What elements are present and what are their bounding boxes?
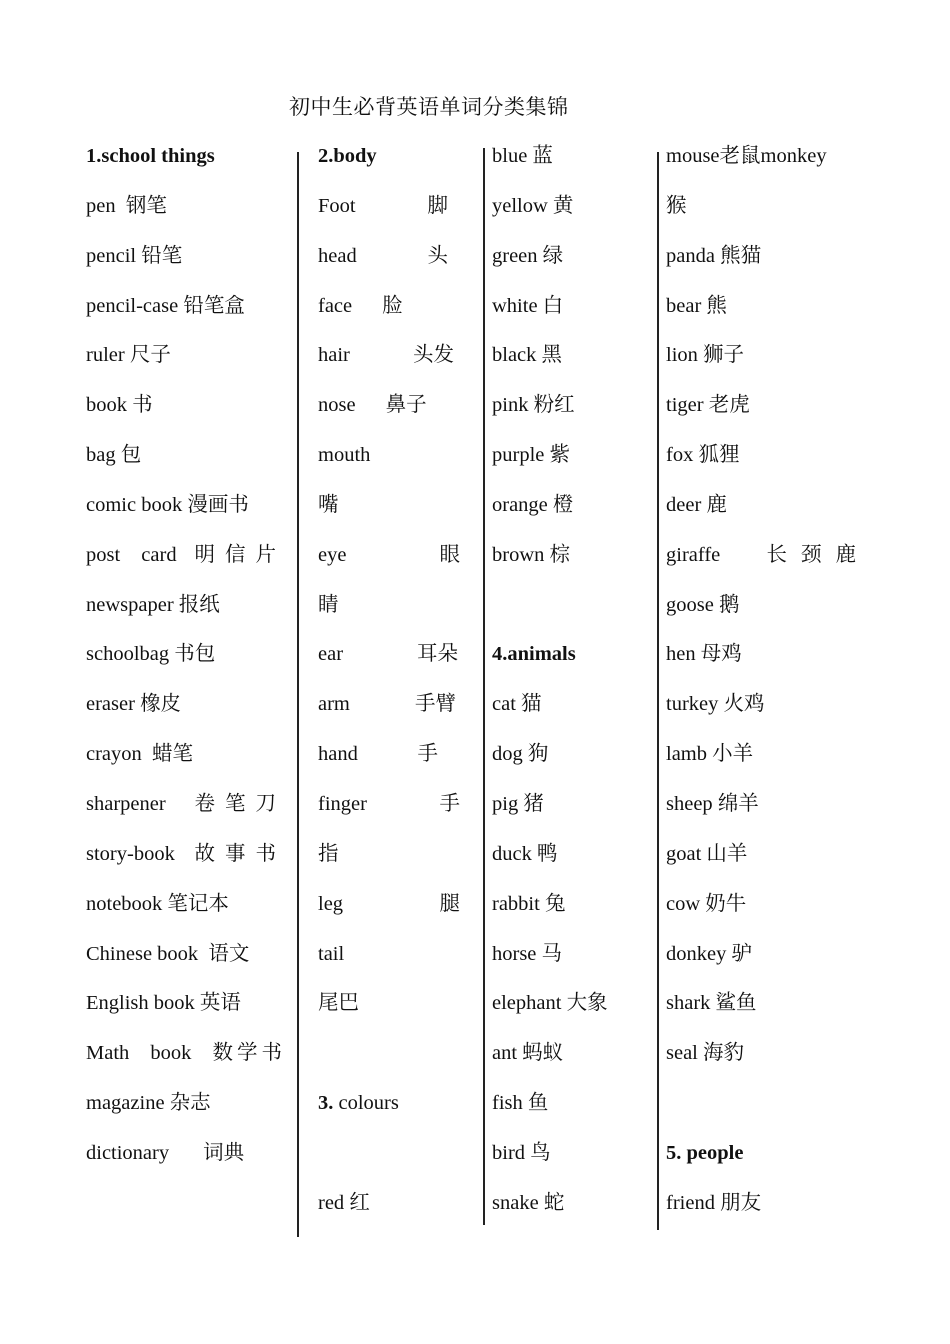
word-entry-translation: 尾巴 xyxy=(318,992,359,1015)
word-entry: tail xyxy=(318,942,345,965)
word-entry: mouth xyxy=(318,444,371,467)
word-entry: black 黑 xyxy=(492,344,563,367)
word-entry: pig 猪 xyxy=(492,792,544,815)
word-entry: pencil 铅笔 xyxy=(86,244,183,267)
word-entry: deer 鹿 xyxy=(666,493,727,516)
word-entry: sharpener 卷笔刀 xyxy=(86,792,286,815)
word-entry: magazine 杂志 xyxy=(86,1092,211,1115)
word-entry: crayon 蜡笔 xyxy=(86,743,194,766)
word-entry: bag 包 xyxy=(86,444,142,467)
word-entry: pink 粉红 xyxy=(492,394,575,417)
word-entry: ant 蚂蚁 xyxy=(492,1042,564,1065)
word-entry: leg 腿 xyxy=(318,892,460,915)
word-entry: fox 狐狸 xyxy=(666,444,740,467)
word-entry: friend 朋友 xyxy=(666,1191,762,1214)
word-entry: sheep 绵羊 xyxy=(666,792,759,815)
word-entry-translation: 嘴 xyxy=(318,493,339,516)
word-entry: duck 鸭 xyxy=(492,842,558,865)
word-entry: newspaper 报纸 xyxy=(86,593,220,616)
word-entry: panda 熊猫 xyxy=(666,244,762,267)
word-entry: finger 手 xyxy=(318,788,460,838)
section-heading: 5. people xyxy=(666,1141,744,1164)
word-entry: bird 鸟 xyxy=(492,1141,551,1164)
word-entry-translation xyxy=(318,589,460,639)
word-entry: Chinese book 语文 xyxy=(86,942,250,965)
word-entry: goat 山羊 xyxy=(666,842,748,865)
word-entry: orange 橙 xyxy=(492,493,574,516)
word-entry: nose 鼻子 xyxy=(318,394,427,417)
section-heading: 1.school things xyxy=(86,145,215,167)
word-entry: turkey 火鸡 xyxy=(666,693,765,716)
word-entry: hand 手 xyxy=(318,743,438,766)
word-entry: post card 明信片 xyxy=(86,543,286,566)
word-entry: rabbit 兔 xyxy=(492,892,566,915)
word-entry: English book 英语 xyxy=(86,992,241,1015)
column-animals-people xyxy=(666,140,870,1237)
eye-zh-part2: 睛 xyxy=(318,593,339,616)
word-entry-translation: 猴 xyxy=(666,194,687,217)
finger-zh-part2: 指 xyxy=(318,842,339,865)
word-entry: tiger 老虎 xyxy=(666,394,750,417)
word-entry: brown 棕 xyxy=(492,543,571,566)
word-entry: cow 奶牛 xyxy=(666,892,747,915)
column-body xyxy=(318,140,460,1237)
word-entry: eye 眼 xyxy=(318,539,460,589)
section-heading: 4.animals xyxy=(492,643,576,666)
finger-zh-part1: 手 xyxy=(439,792,460,815)
word-entry: giraffe 长颈鹿 xyxy=(666,543,870,566)
word-entry: notebook 笔记本 xyxy=(86,892,229,915)
column-divider-3 xyxy=(657,152,659,1230)
word-entry: horse 马 xyxy=(492,942,563,965)
word-entry: arm 手臂 xyxy=(318,693,456,716)
word-entry: seal 海豹 xyxy=(666,1042,744,1065)
word-entry: Math book 数学书 xyxy=(86,1042,286,1065)
eye-zh-part1: 眼 xyxy=(439,543,460,566)
word-entry: comic book 漫画书 xyxy=(86,493,249,516)
word-entry: dictionary 词典 xyxy=(86,1141,245,1164)
word-entry: white 白 xyxy=(492,294,564,317)
word-entry: head 头 xyxy=(318,244,448,267)
word-entry: green 绿 xyxy=(492,244,564,267)
word-entry: face 脸 xyxy=(318,294,403,317)
word-entry: goose 鹅 xyxy=(666,593,740,616)
word-entry-translation xyxy=(318,838,460,888)
word-entry: lamb 小羊 xyxy=(666,743,754,766)
word-entry: shark 鲨鱼 xyxy=(666,992,757,1015)
word-entry: snake 蛇 xyxy=(492,1191,565,1214)
word-entry: ear 耳朵 xyxy=(318,643,458,666)
column-school-things xyxy=(86,140,286,1187)
word-entry: cat 猫 xyxy=(492,693,542,716)
word-entry: schoolbag 书包 xyxy=(86,643,216,666)
word-entry: eraser 橡皮 xyxy=(86,693,182,716)
word-entry: mouse老鼠monkey xyxy=(666,145,827,167)
word-entry: pen 钢笔 xyxy=(86,194,167,217)
word-entry: purple 紫 xyxy=(492,444,570,467)
column-divider-1 xyxy=(297,152,299,1237)
word-entry: lion 狮子 xyxy=(666,344,745,367)
word-entry: ruler 尺子 xyxy=(86,344,171,367)
word-entry: fish 鱼 xyxy=(492,1092,549,1115)
word-entry: blue 蓝 xyxy=(492,145,553,167)
word-entry: book 书 xyxy=(86,394,153,417)
word-entry: pencil-case 铅笔盒 xyxy=(86,294,245,317)
word-entry: story-book 故事书 xyxy=(86,842,286,865)
section-heading: 3. colours xyxy=(318,1092,399,1115)
word-entry: red 红 xyxy=(318,1191,370,1214)
word-entry: bear 熊 xyxy=(666,294,727,317)
word-entry: dog 狗 xyxy=(492,743,549,766)
word-entry: yellow 黄 xyxy=(492,194,574,217)
word-entry: Foot 脚 xyxy=(318,194,448,217)
word-entry: hen 母鸡 xyxy=(666,643,742,666)
section-heading: 2.body xyxy=(318,145,377,167)
column-colours-animals xyxy=(492,140,642,1237)
column-divider-2 xyxy=(483,148,485,1225)
word-entry: hair 头发 xyxy=(318,344,454,367)
page-title: 初中生必背英语单词分类集锦 xyxy=(289,95,569,119)
word-entry: elephant 大象 xyxy=(492,992,608,1015)
word-entry: donkey 驴 xyxy=(666,942,752,965)
